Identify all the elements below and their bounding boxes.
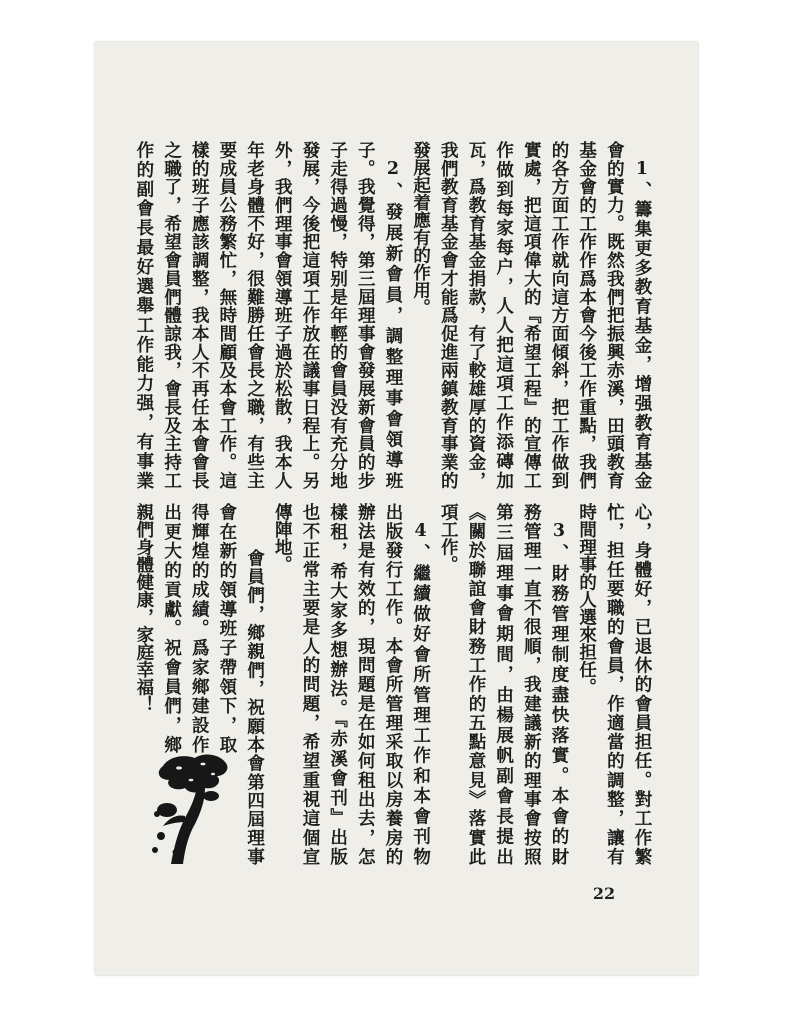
text-column: 親們身體健康，家庭幸福！ xyxy=(133,503,154,713)
text-column: 我們教育基金會才能爲促進兩鎮教育事業的 xyxy=(438,141,459,489)
page-number: 22 xyxy=(592,884,616,903)
text-column: 基金會的工作作爲本會今後工作重點，我們 xyxy=(576,141,597,489)
pine-tree-illustration xyxy=(145,752,231,868)
text-column: 會在新的領導班子帶領下，取 xyxy=(216,503,237,753)
text-column: 忙，担任要職的會員，作適當的調整，讓有 xyxy=(604,503,625,865)
text-column: 《關於聯誼會財務工作的五點意見》落實此 xyxy=(465,503,486,865)
text-column: 傳陣地。 xyxy=(272,503,293,573)
text-column: 務管理一直不很順，我建議新的理事會按照 xyxy=(521,503,542,865)
text-column: 作的副會長最好選舉工作能力强，有事業 xyxy=(133,141,154,489)
text-column: 時間理事的人選來担任。 xyxy=(576,503,597,696)
text-column: 作做到每家每户，人人把這項工作添磚加 xyxy=(493,141,514,489)
text-column: 要成員公務繁忙，無時間顧及本會工作。這 xyxy=(216,141,237,489)
text-column: 心，身體好，已退休的會員担任。對工作繁 xyxy=(632,503,652,865)
text-column: 辦法是有效的，現問題是在如何租出去，怎 xyxy=(355,503,376,865)
text-column: 2、發展新會員，調整理事會領導班 xyxy=(382,159,403,489)
text-column: 會員們，鄉親們，祝願本會第四屆理事 xyxy=(244,549,265,865)
text-column: 會的實力。既然我們把振興赤溪，田頭教育 xyxy=(604,141,625,489)
text-column: 出更大的貢獻。祝會員們，鄉 xyxy=(161,503,182,753)
upper-text-block xyxy=(129,141,655,489)
text-column: 發展起着應有的作用。 xyxy=(410,141,431,316)
text-column: 瓦，爲教育基金捐款，有了較雄厚的資金， xyxy=(465,141,486,489)
text-column: 的各方面工作就向這方面傾斜，把工作做到 xyxy=(548,141,569,489)
text-column: 也不正常主要是人的問題，希望重視這個宣 xyxy=(299,503,320,865)
text-column: 子走得過慢，特别是年輕的會員没有充分地 xyxy=(327,141,348,489)
text-column: 樣租，希大家多想辦法。『赤溪會刊』出版 xyxy=(327,503,348,865)
text-column: 發展，今後把這項工作放在議事日程上。另 xyxy=(299,141,320,489)
tree-trunk xyxy=(152,786,205,864)
text-column: 子。我覺得，第三屆理事會發展新會員的步 xyxy=(355,141,376,489)
text-column: 項工作。 xyxy=(438,503,459,573)
text-column: 1、籌集更多教育基金，增强教育基金 xyxy=(632,159,652,489)
text-column: 外，我們理事會領導班子過於松散，我本人 xyxy=(272,141,293,489)
text-column: 4、繼續做好會所管理工作和本會刊物 xyxy=(410,521,431,865)
text-column: 實處，把這項偉大的『希望工程』的宣傳工 xyxy=(521,141,542,489)
text-column: 之職了，希望會員們體諒我，會長及主持工 xyxy=(161,141,182,489)
text-column: 得輝煌的成績。爲家鄉建設作 xyxy=(189,503,210,753)
text-column: 出版發行工作。本會所管理采取以房養房的 xyxy=(382,503,403,865)
text-column: 樣的班子應該調整，我本人不再任本會會長 xyxy=(189,141,210,489)
text-column: 年老身體不好，很難勝任會長之職，有些主 xyxy=(244,141,265,489)
text-column: 3、財務管理制度盡快落實。本會的財 xyxy=(548,521,569,865)
text-column: 第三屆理事會期間，由楊展帆副會長提出 xyxy=(493,503,514,865)
